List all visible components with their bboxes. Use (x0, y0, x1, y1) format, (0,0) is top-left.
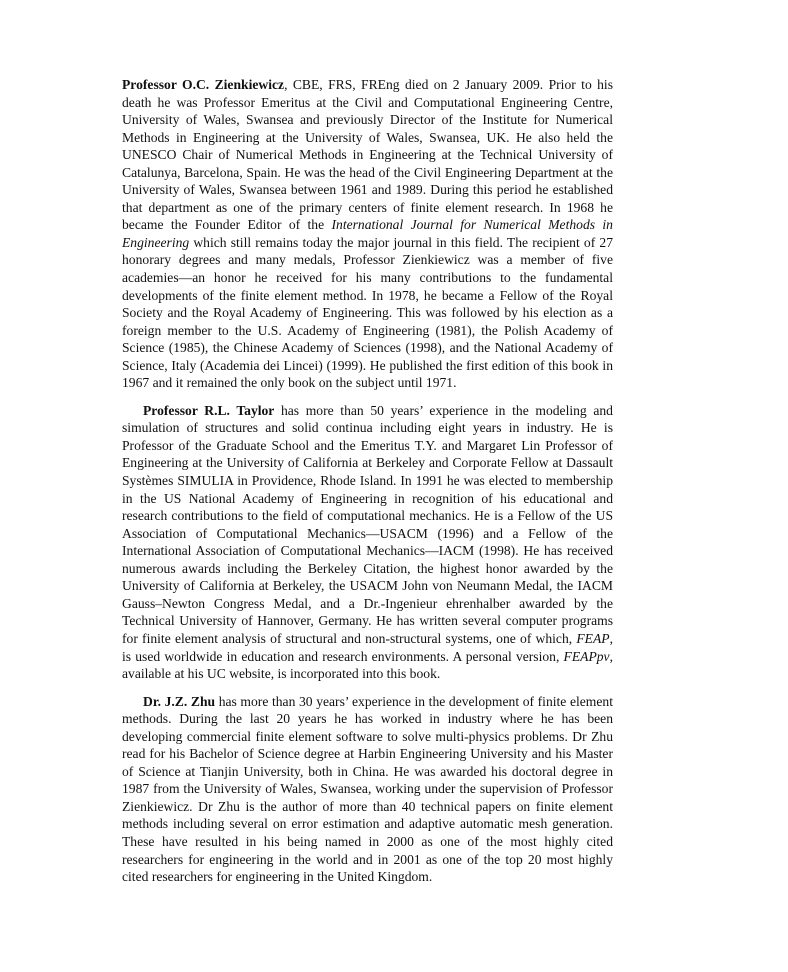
bio-text: which still remains today the major journal in this field. The recipient of 27 honorary degrees and many medals, Professor Zienkiewicz was a member of five academies—an honor he received for his many contributions to the fundamental developments of the finite element method. In 1978, he became a Fellow of the Royal Society and the Royal Academy of Engineering. This was followed by his election as a foreign member to the U.S. Academy of Engineering (1981), the Polish Academy of Science (1985), the Chinese Academy of Sciences (1998), and the National Academy of Science, Italy (Academia dei Lincei) (1999). He published the first edition of this book in 1967 and it remained the only book on the subject until 1971. (122, 234, 613, 391)
bio-text: , CBE, FRS, FREng died on 2 January 2009. Prior to his death he was Professor Emeritus at the Civil and Computational Engineering Centre, University of Wales, Swansea and previously Director of the Institute for Numerical Methods in Engineering at the University of Wales, Swansea, UK. He also held the UNESCO Chair of Numerical Methods in Engineering at the Technical University of Catalunya, Barcelona, Spain. He was the head of the Civil Engineering Department at the University of Wales, Swansea between 1961 and 1989. During this period he established that department as one of the primary centers of finite element research. In 1968 he became the Founder Editor of the (122, 77, 613, 233)
bio-text: , available at his UC website, is incorporated into this book. (122, 648, 613, 682)
bio-zienkiewicz (122, 76, 613, 392)
journal-title: International Journal for Numerical Methods in Engineering (122, 217, 613, 250)
software-name: FEAP (576, 630, 610, 646)
bio-name: Professor R.L. Taylor (143, 402, 275, 418)
bio-text: has more than 30 years’ experience in the development of finite element methods. During the last 20 years he has worked in industry where he has been developing commercial finite element software to solve multi-physics problems. Dr Zhu read for his Bachelor of Science degree at Harbin Engineering University and his Master of Science at Tianjin University, both in China. He was awarded his doctoral degree in 1987 from the University of Wales, Swansea, working under the supervision of Professor Zienkiewicz. Dr Zhu is the author of more than 40 technical papers on finite element methods including several on error estimation and adaptive automatic mesh generation. These have resulted in his being named in 2000 as one of the most highly cited researchers for engineering in the world and in 2001 as one of the top 20 most highly cited researchers for engineering in the United Kingdom. (122, 693, 613, 885)
bio-name: Professor O.C. Zienkiewicz (122, 77, 285, 92)
bio-taylor (122, 402, 613, 683)
software-name: FEAPpv (563, 648, 610, 664)
bio-text: , is used worldwide in education and research environments. A personal version, (122, 630, 613, 664)
author-biographies (122, 76, 613, 886)
bio-text: has more than 50 years’ experience in the modeling and simulation of structures and solid continua including eight years in industry. He is Professor of the Graduate School and the Emeritus T.Y. and Margaret Lin Professor of Engineering at the University of California at Berkeley and Corporate Fellow at Dassault Systèmes SIMULIA in Providence, Rhode Island. In 1991 he was elected to membership in the US National Academy of Engineering in recognition of his educational and research contributions to the field of computational mechanics. He is a Fellow of the US Association of Computational Mechanics—USACM (1996) and a Fellow of the International Association of Computational Mechanics—IACM (1998). He has received numerous awards including the Berkeley Citation, the highest honor awarded by the University of California at Berkeley, the USACM John von Neumann Medal, the IACM Gauss–Newton Congress Medal, and a Dr.-Ingenieur ehrenhalber awarded by the Technical University of Hannover, Germany. He has written several computer programs for finite element analysis of structural and non-structural systems, one of which, (122, 402, 613, 646)
bio-zhu (122, 693, 613, 886)
bio-name: Dr. J.Z. Zhu (143, 693, 216, 709)
